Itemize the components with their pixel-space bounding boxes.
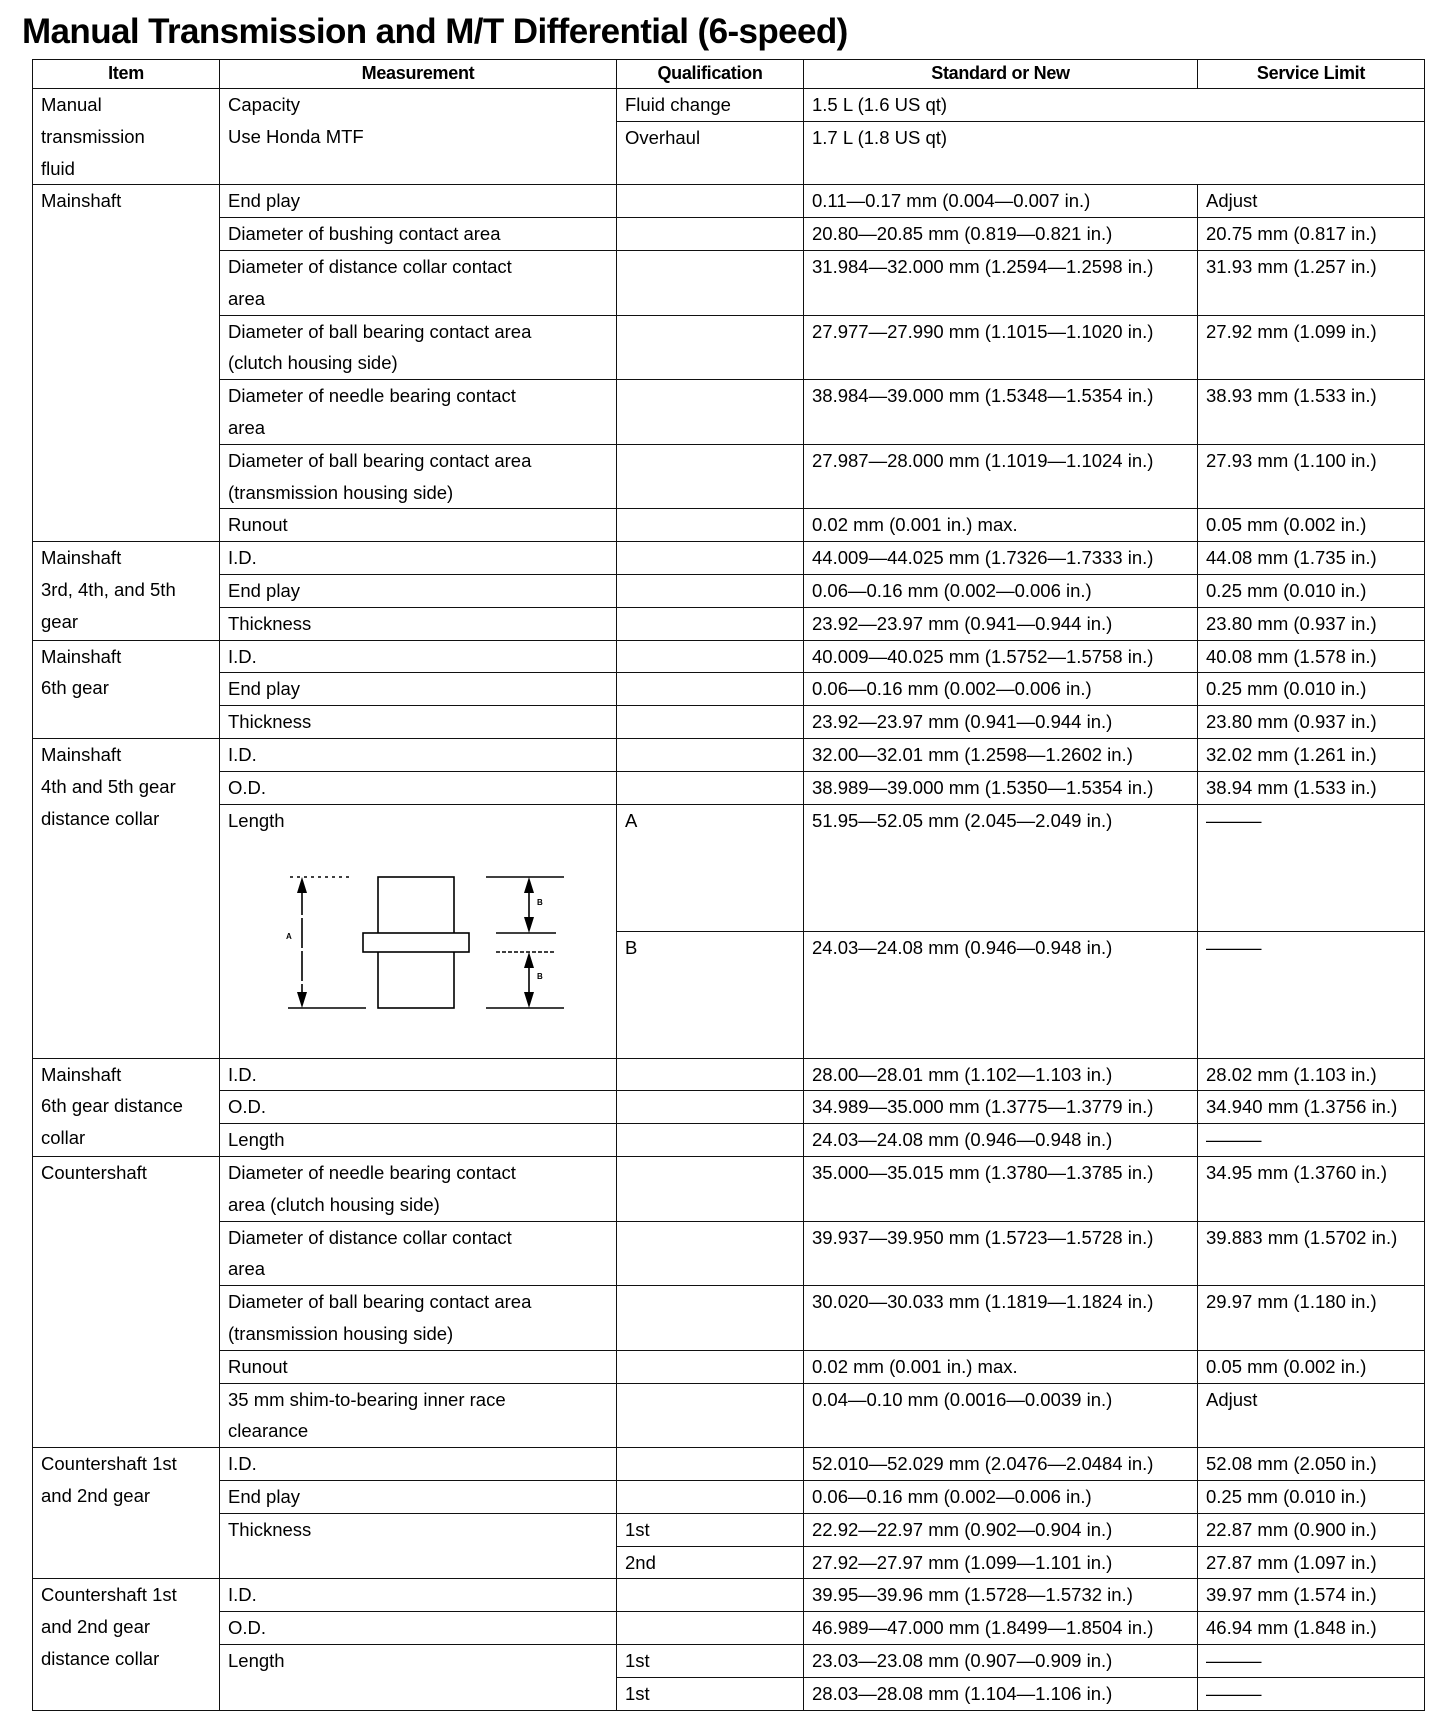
table-cell: 0.25 mm (0.010 in.) — [1198, 673, 1425, 706]
table-cell: 24.03—24.08 mm (0.946—0.948 in.) — [804, 931, 1198, 1058]
header-standard: Standard or New — [804, 60, 1198, 89]
table-cell — [617, 1383, 804, 1448]
length-cell-with-diagram — [220, 804, 617, 1058]
table-row — [33, 1579, 1425, 1612]
table-cell: I.D. — [220, 1448, 617, 1481]
table-row — [33, 542, 1425, 575]
table-cell: 44.009—44.025 mm (1.7326—1.7333 in.) — [804, 542, 1198, 575]
table-cell: 1.7 L (1.8 US qt) — [804, 121, 1425, 185]
table-cell — [617, 1156, 804, 1221]
table-row — [33, 771, 1425, 804]
table-cell: Adjust — [1198, 1383, 1425, 1448]
table-cell: ——— — [1198, 1677, 1425, 1710]
length-label: Length — [228, 809, 285, 831]
table-cell: Diameter of ball bearing contact area (clutch housing side) — [220, 315, 617, 380]
table-cell: 32.00—32.01 mm (1.2598—1.2602 in.) — [804, 738, 1198, 771]
header-row — [33, 60, 1425, 89]
page-title: Manual Transmission and M/T Differential (6-speed) — [22, 12, 848, 51]
table-cell — [617, 1612, 804, 1645]
table-cell — [617, 1221, 804, 1286]
table-cell — [617, 218, 804, 251]
table-cell — [617, 380, 804, 445]
table-cell: 38.989—39.000 mm (1.5350—1.5354 in.) — [804, 771, 1198, 804]
table-cell: 27.987—28.000 mm (1.1019—1.1024 in.) — [804, 444, 1198, 509]
table-cell: O.D. — [220, 771, 617, 804]
table-cell: 0.05 mm (0.002 in.) — [1198, 509, 1425, 542]
table-cell: 24.03—24.08 mm (0.946—0.948 in.) — [804, 1124, 1198, 1157]
table-cell: 22.87 mm (0.900 in.) — [1198, 1513, 1425, 1546]
table-cell: O.D. — [220, 1091, 617, 1124]
table-cell: Diameter of ball bearing contact area (transmission housing side) — [220, 444, 617, 509]
table-cell: Thickness — [220, 706, 617, 739]
table-cell — [617, 1058, 804, 1091]
table-cell: 28.00—28.01 mm (1.102—1.103 in.) — [804, 1058, 1198, 1091]
header-service-limit: Service Limit — [1198, 60, 1425, 89]
table-row — [33, 1448, 1425, 1481]
table-row — [33, 250, 1425, 315]
table-cell: 1st — [617, 1513, 804, 1546]
table-cell: 23.92—23.97 mm (0.941—0.944 in.) — [804, 706, 1198, 739]
table-cell: 0.02 mm (0.001 in.) max. — [804, 509, 1198, 542]
table-cell: 38.93 mm (1.533 in.) — [1198, 380, 1425, 445]
table-cell — [617, 771, 804, 804]
table-cell — [617, 607, 804, 640]
table-row — [33, 444, 1425, 509]
table-cell — [617, 1579, 804, 1612]
table-cell: 35 mm shim-to-bearing inner race clearance — [220, 1383, 617, 1448]
table-cell: 20.75 mm (0.817 in.) — [1198, 218, 1425, 251]
table-cell: Countershaft 1st and 2nd gear distance collar — [33, 1579, 220, 1710]
table-cell: 20.80—20.85 mm (0.819—0.821 in.) — [804, 218, 1198, 251]
table-cell: 34.989—35.000 mm (1.3775—1.3779 in.) — [804, 1091, 1198, 1124]
table-cell — [617, 706, 804, 739]
table-cell: End play — [220, 574, 617, 607]
spec-table — [32, 59, 1425, 1711]
table-cell: Mainshaft — [33, 185, 220, 542]
table-row — [33, 1221, 1425, 1286]
table-cell: ——— — [1198, 931, 1425, 1058]
table-cell: 32.02 mm (1.261 in.) — [1198, 738, 1425, 771]
header-item: Item — [33, 60, 220, 89]
header-measurement: Measurement — [220, 60, 617, 89]
table-cell: 0.06—0.16 mm (0.002—0.006 in.) — [804, 673, 1198, 706]
table-cell — [617, 1124, 804, 1157]
table-row — [33, 706, 1425, 739]
table-row — [33, 673, 1425, 706]
table-cell: 0.04—0.10 mm (0.0016—0.0039 in.) — [804, 1383, 1198, 1448]
table-cell: 52.010—52.029 mm (2.0476—2.0484 in.) — [804, 1448, 1198, 1481]
table-cell: Countershaft 1st and 2nd gear — [33, 1448, 220, 1579]
dimension-b-label-upper: B — [537, 897, 543, 907]
table-row — [33, 574, 1425, 607]
table-cell: Manual transmission fluid — [33, 89, 220, 185]
table-row — [33, 640, 1425, 673]
table-cell: 52.08 mm (2.050 in.) — [1198, 1448, 1425, 1481]
table-cell: 39.883 mm (1.5702 in.) — [1198, 1221, 1425, 1286]
table-cell: 23.80 mm (0.937 in.) — [1198, 706, 1425, 739]
table-row — [33, 1513, 1425, 1546]
table-row — [33, 1480, 1425, 1513]
table-row — [33, 1286, 1425, 1351]
table-cell: 29.97 mm (1.180 in.) — [1198, 1286, 1425, 1351]
table-cell: ——— — [1198, 1644, 1425, 1677]
table-cell: 40.009—40.025 mm (1.5752—1.5758 in.) — [804, 640, 1198, 673]
table-row — [33, 1383, 1425, 1448]
table-row — [33, 1612, 1425, 1645]
table-cell: 51.95—52.05 mm (2.045—2.049 in.) — [804, 804, 1198, 931]
distance-collar-diagram — [220, 805, 617, 1055]
table-cell: 39.97 mm (1.574 in.) — [1198, 1579, 1425, 1612]
table-cell: 28.02 mm (1.103 in.) — [1198, 1058, 1425, 1091]
table-cell: Mainshaft 3rd, 4th, and 5th gear — [33, 542, 220, 640]
table-cell: Runout — [220, 509, 617, 542]
table-cell: I.D. — [220, 542, 617, 575]
table-row — [33, 1091, 1425, 1124]
table-cell: 0.25 mm (0.010 in.) — [1198, 1480, 1425, 1513]
table-cell — [617, 1091, 804, 1124]
table-row — [33, 1644, 1425, 1677]
table-cell: 31.984—32.000 mm (1.2594—1.2598 in.) — [804, 250, 1198, 315]
table-cell: 40.08 mm (1.578 in.) — [1198, 640, 1425, 673]
table-cell: Overhaul — [617, 121, 804, 185]
table-cell: 2nd — [617, 1546, 804, 1579]
table-cell — [617, 1286, 804, 1351]
table-cell: B — [617, 931, 804, 1058]
table-cell: Diameter of needle bearing contact area — [220, 380, 617, 445]
table-cell: I.D. — [220, 640, 617, 673]
table-cell: 27.93 mm (1.100 in.) — [1198, 444, 1425, 509]
table-cell: 0.05 mm (0.002 in.) — [1198, 1350, 1425, 1383]
table-cell: Length — [220, 1644, 617, 1710]
table-cell: Mainshaft 6th gear distance collar — [33, 1058, 220, 1156]
table-cell: Fluid change — [617, 89, 804, 122]
table-cell — [617, 185, 804, 218]
table-cell: 28.03—28.08 mm (1.104—1.106 in.) — [804, 1677, 1198, 1710]
table-cell: 27.87 mm (1.097 in.) — [1198, 1546, 1425, 1579]
table-cell: 34.95 mm (1.3760 in.) — [1198, 1156, 1425, 1221]
table-cell — [617, 250, 804, 315]
table-cell: ——— — [1198, 804, 1425, 931]
table-cell: 0.02 mm (0.001 in.) max. — [804, 1350, 1198, 1383]
table-cell: 0.06—0.16 mm (0.002—0.006 in.) — [804, 1480, 1198, 1513]
table-cell: End play — [220, 673, 617, 706]
table-cell: Diameter of ball bearing contact area (transmission housing side) — [220, 1286, 617, 1351]
table-cell: 34.940 mm (1.3756 in.) — [1198, 1091, 1425, 1124]
table-cell: 38.94 mm (1.533 in.) — [1198, 771, 1425, 804]
table-cell — [617, 738, 804, 771]
table-cell: 0.25 mm (0.010 in.) — [1198, 574, 1425, 607]
table-row — [33, 89, 1425, 122]
table-cell: 22.92—22.97 mm (0.902—0.904 in.) — [804, 1513, 1198, 1546]
table-cell — [617, 673, 804, 706]
table-row — [33, 1156, 1425, 1221]
table-cell: 46.94 mm (1.848 in.) — [1198, 1612, 1425, 1645]
table-cell: 1st — [617, 1644, 804, 1677]
table-row — [33, 315, 1425, 380]
header-qualification: Qualification — [617, 60, 804, 89]
table-cell — [617, 574, 804, 607]
table-row — [33, 1124, 1425, 1157]
table-cell — [617, 315, 804, 380]
table-cell: Diameter of distance collar contact area — [220, 1221, 617, 1286]
table-cell: Thickness — [220, 1513, 617, 1579]
table-cell: 27.92—27.97 mm (1.099—1.101 in.) — [804, 1546, 1198, 1579]
table-cell: 1.5 L (1.6 US qt) — [804, 89, 1425, 122]
table-cell — [617, 640, 804, 673]
collar-flange — [363, 933, 469, 952]
dimension-b-label-lower: B — [537, 971, 543, 981]
table-cell: Runout — [220, 1350, 617, 1383]
table-cell — [617, 1480, 804, 1513]
table-cell: 44.08 mm (1.735 in.) — [1198, 542, 1425, 575]
table-cell: 0.11—0.17 mm (0.004—0.007 in.) — [804, 185, 1198, 218]
table-cell: 30.020—30.033 mm (1.1819—1.1824 in.) — [804, 1286, 1198, 1351]
table-cell: Capacity Use Honda MTF — [220, 89, 617, 185]
table-row — [33, 185, 1425, 218]
table-row — [33, 607, 1425, 640]
table-cell: Diameter of bushing contact area — [220, 218, 617, 251]
table-cell — [617, 1350, 804, 1383]
table-row — [33, 1350, 1425, 1383]
table-cell: 35.000—35.015 mm (1.3780—1.3785 in.) — [804, 1156, 1198, 1221]
table-cell: Diameter of distance collar contact area — [220, 250, 617, 315]
table-cell: 31.93 mm (1.257 in.) — [1198, 250, 1425, 315]
table-row — [33, 509, 1425, 542]
table-cell: Length — [220, 1124, 617, 1157]
table-cell: O.D. — [220, 1612, 617, 1645]
table-cell: 39.95—39.96 mm (1.5728—1.5732 in.) — [804, 1579, 1198, 1612]
table-cell: 39.937—39.950 mm (1.5723—1.5728 in.) — [804, 1221, 1198, 1286]
table-cell — [617, 444, 804, 509]
table-cell: I.D. — [220, 1579, 617, 1612]
table-row — [33, 218, 1425, 251]
table-cell: End play — [220, 185, 617, 218]
table-cell: Mainshaft 6th gear — [33, 640, 220, 738]
table-cell: I.D. — [220, 738, 617, 771]
table-cell: Mainshaft 4th and 5th gear distance collar — [33, 738, 220, 1058]
table-cell: Thickness — [220, 607, 617, 640]
table-cell: 1st — [617, 1677, 804, 1710]
table-cell: ——— — [1198, 1124, 1425, 1157]
table-cell: A — [617, 804, 804, 931]
table-cell: 27.92 mm (1.099 in.) — [1198, 315, 1425, 380]
table-cell — [617, 509, 804, 542]
table-cell: Adjust — [1198, 185, 1425, 218]
table-row — [33, 380, 1425, 445]
table-cell: 38.984—39.000 mm (1.5348—1.5354 in.) — [804, 380, 1198, 445]
table-cell: 27.977—27.990 mm (1.1015—1.1020 in.) — [804, 315, 1198, 380]
table-row — [33, 1058, 1425, 1091]
table-row — [33, 804, 1425, 931]
table-cell — [617, 542, 804, 575]
table-cell: 23.92—23.97 mm (0.941—0.944 in.) — [804, 607, 1198, 640]
table-cell: 46.989—47.000 mm (1.8499—1.8504 in.) — [804, 1612, 1198, 1645]
table-cell: Diameter of needle bearing contact area (clutch housing side) — [220, 1156, 617, 1221]
table-cell — [617, 1448, 804, 1481]
table-row — [33, 738, 1425, 771]
table-cell: 23.03—23.08 mm (0.907—0.909 in.) — [804, 1644, 1198, 1677]
table-cell: Countershaft — [33, 1156, 220, 1447]
table-cell: End play — [220, 1480, 617, 1513]
table-cell: 23.80 mm (0.937 in.) — [1198, 607, 1425, 640]
dimension-a-label: A — [286, 931, 292, 941]
table-cell: 0.06—0.16 mm (0.002—0.006 in.) — [804, 574, 1198, 607]
table-cell: I.D. — [220, 1058, 617, 1091]
